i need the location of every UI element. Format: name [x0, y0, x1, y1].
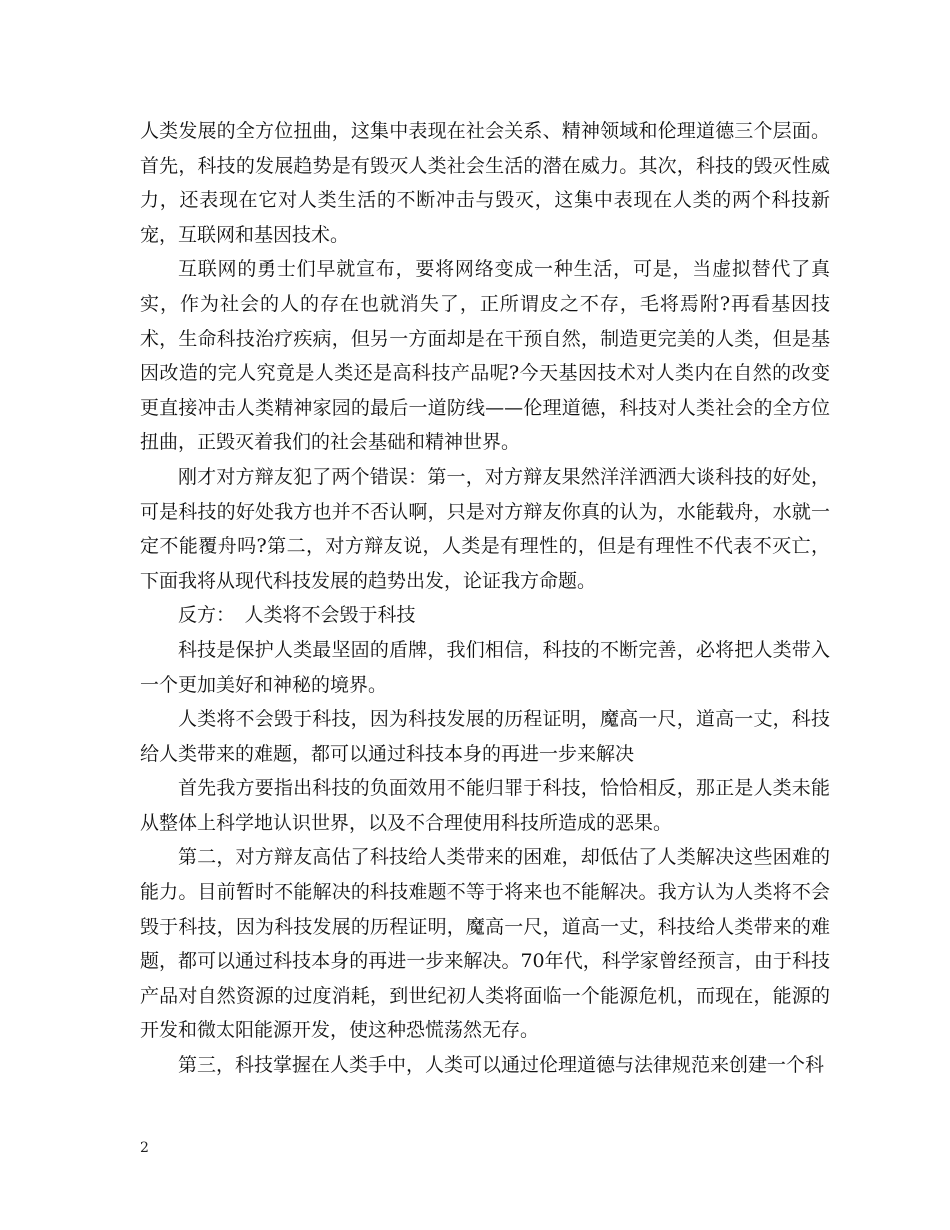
paragraph-2: 互联网的勇士们早就宣布，要将网络变成一种生活，可是，当虚拟替代了真实，作为社会的人的存在也就消失了，正所谓皮之不存，毛将焉附?再看基因技术，生命科技治疗疾病，但另一方面却是在干预自然，制造更完美的人类，但是基因改造的完人究竟是人类还是高科技产品呢?今天基因技术对人类内在自然的改变更直接冲击人类精神家园的最后一道防线——伦理道德，科技对人类社会的全方位扭曲，正毁灭着我们的社会基础和精神世界。	[140, 258, 830, 454]
document-body	[140, 114, 830, 1083]
paragraph-6: 人类将不会毁于科技，因为科技发展的历程证明，魔高一尺，道高一丈，科技给人类带来的难题，都可以通过科技本身的再进一步来解决	[140, 708, 830, 765]
paragraph-5: 科技是保护人类最坚固的盾牌，我们相信，科技的不断完善，必将把人类带入一个更加美好和神秘的境界。	[140, 638, 830, 696]
paragraph-4-heading: 反方： 人类将不会毁于科技	[178, 604, 416, 627]
paragraph-7: 首先我方要指出科技的负面效用不能归罪于科技，恰恰相反，那正是人类未能从整体上科学地认识世界，以及不合理使用科技所造成的恶果。	[140, 777, 830, 834]
paragraph-1: 人类发展的全方位扭曲，这集中表现在社会关系、精神领域和伦理道德三个层面。首先，科技的发展趋势是有毁灭人类社会生活的潜在威力。其次，科技的毁灭性威力，还表现在它对人类生活的不断冲击与毁灭，这集中表现在人类的两个科技新宠，互联网和基因技术。	[140, 120, 830, 246]
page-number: 2	[140, 1140, 149, 1156]
paragraph-3: 刚才对方辩友犯了两个错误：第一，对方辩友果然洋洋洒洒大谈科技的好处，可是科技的好处我方也并不否认啊，只是对方辩友你真的认为，水能载舟，水就一定不能覆舟吗?第二，对方辩友说，人类是有理性的，但是有理性不代表不灭亡，下面我将从现代科技发展的趋势出发，论证我方命题。	[140, 465, 830, 592]
paragraph-8: 第二，对方辩友高估了科技给人类带来的困难，却低估了人类解决这些困难的能力。目前暂时不能解决的科技难题不等于将来也不能解决。我方认为人类将不会毁于科技，因为科技发展的历程证明，魔高一尺，道高一丈，科技给人类带来的难题，都可以通过科技本身的再进一步来解决。70年代，科学家曾经预言，由于科技产品对自然资源的过度消耗，到世纪初人类将面临一个能源危机，而现在，能源的开发和微太阳能源开发，使这种恐慌荡然无存。	[140, 846, 830, 1042]
paragraph-9: 第三，科技掌握在人类手中，人类可以通过伦理道德与法律规范来创建一个科	[178, 1054, 825, 1077]
